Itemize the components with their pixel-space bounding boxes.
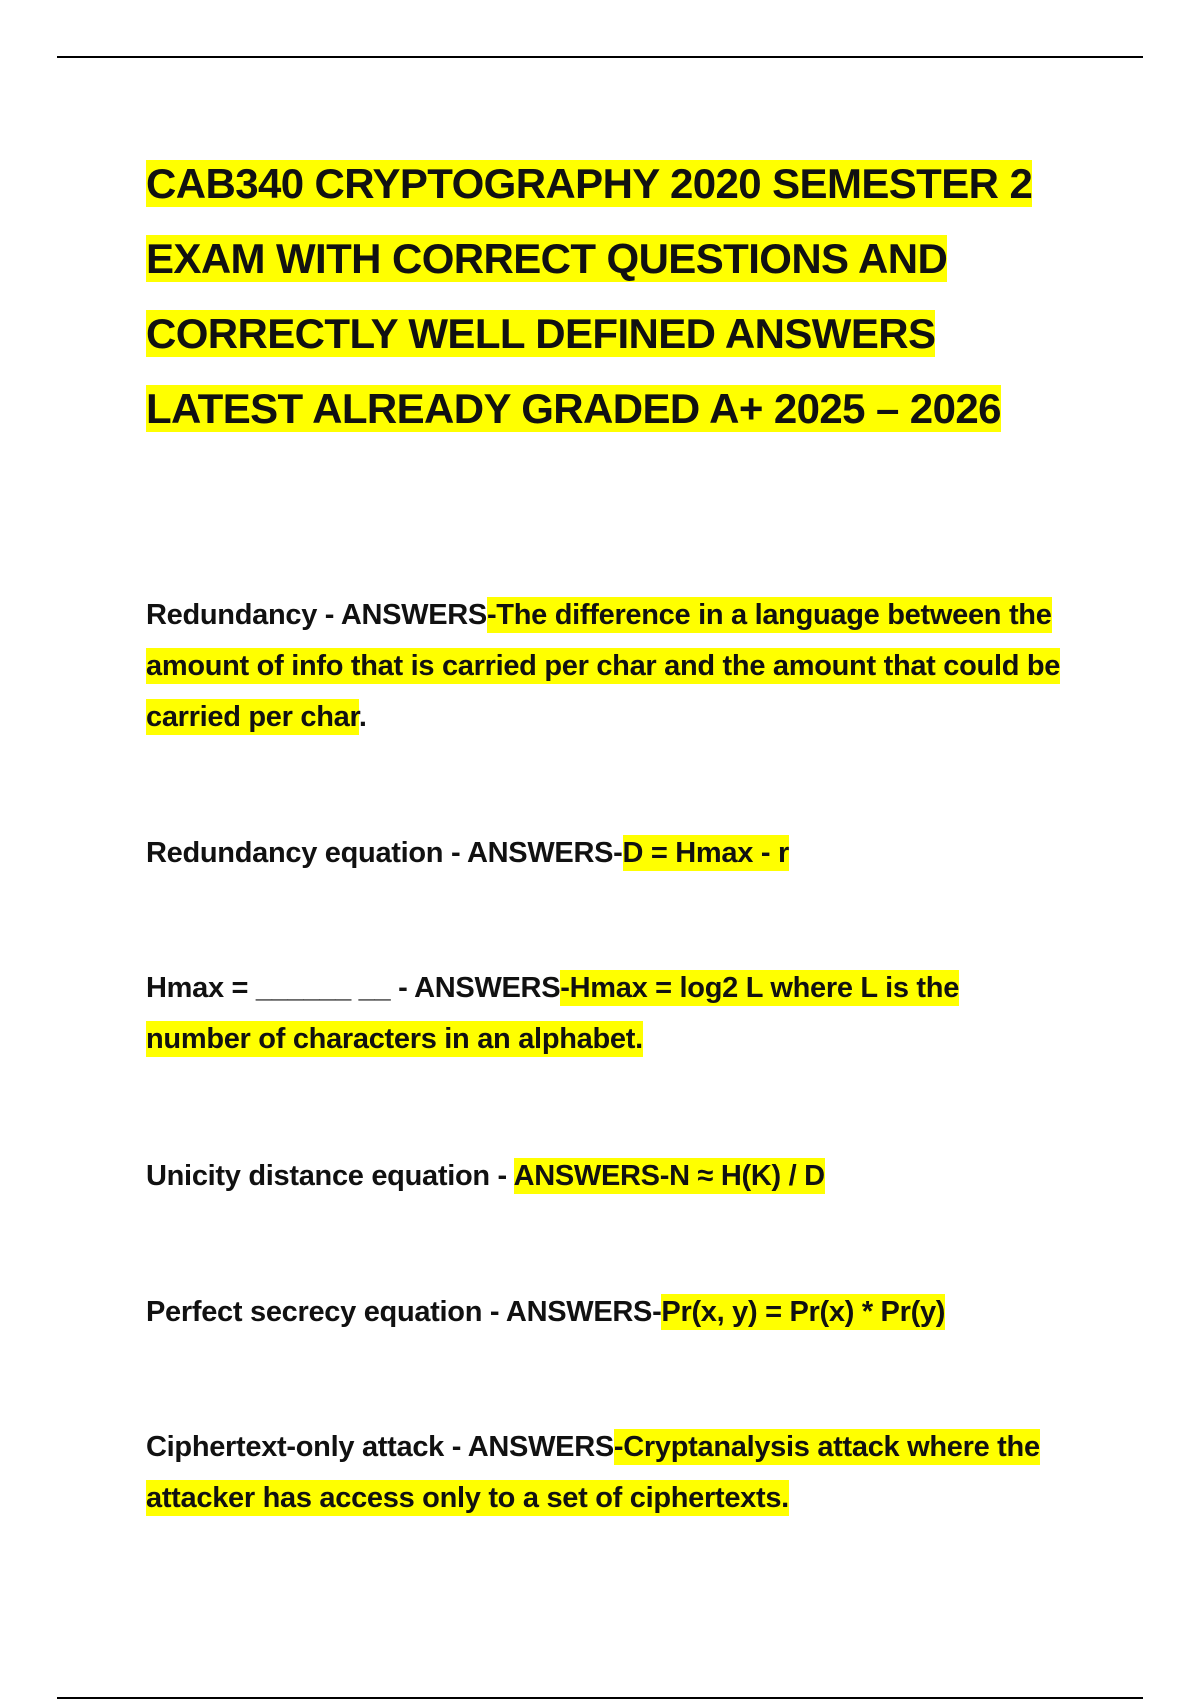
answer-highlight: Pr(x, y) = Pr(x) * Pr(y)	[661, 1296, 946, 1328]
answer-prefix: -	[613, 837, 623, 869]
header-rule	[57, 56, 1143, 58]
answer-suffix: .	[358, 701, 367, 733]
qa-item-unicity-distance	[146, 1151, 1066, 1202]
qa-item-perfect-secrecy	[146, 1287, 1066, 1338]
answer-highlight: D = Hmax - r	[622, 837, 789, 869]
qa-item-redundancy	[146, 590, 1066, 743]
question-term: Redundancy - ANSWERS	[146, 599, 487, 631]
answer-highlight: -Cryptanalysis attack where the attacker has access only to a set of ciphertexts.	[146, 1431, 1040, 1514]
question-term: Perfect secrecy equation - ANSWERS	[146, 1296, 653, 1328]
answer-prefix: -	[652, 1296, 662, 1328]
qa-item-hmax	[146, 963, 1066, 1065]
title-highlight: CAB340 CRYPTOGRAPHY 2020 SEMESTER 2 EXAM WITH CORRECT QUESTIONS AND CORRECTLY WELL DEFINED ANSWERS LATEST ALREADY GRADED A+ 2025 – 2026	[146, 160, 1033, 432]
qa-item-redundancy-equation	[146, 828, 1066, 879]
answer-highlight: -The difference in a language between the amount of info that is carried per char and the amount that could be carried per char	[146, 599, 1061, 733]
question-term: Redundancy equation - ANSWERS	[146, 837, 614, 869]
question-term: Unicity distance equation -	[146, 1160, 514, 1192]
question-term: Hmax = ______ __ - ANSWERS	[146, 972, 561, 1004]
qa-item-ciphertext-only-attack	[146, 1422, 1066, 1524]
answer-highlight: ANSWERS-N ≈ H(K) / D	[513, 1160, 825, 1192]
document-title	[146, 146, 1076, 446]
answer-highlight: -Hmax = log2 L where L is the number of characters in an alphabet.	[146, 972, 960, 1055]
question-term: Ciphertext-only attack - ANSWERS	[146, 1431, 614, 1463]
footer-rule	[57, 1697, 1143, 1699]
